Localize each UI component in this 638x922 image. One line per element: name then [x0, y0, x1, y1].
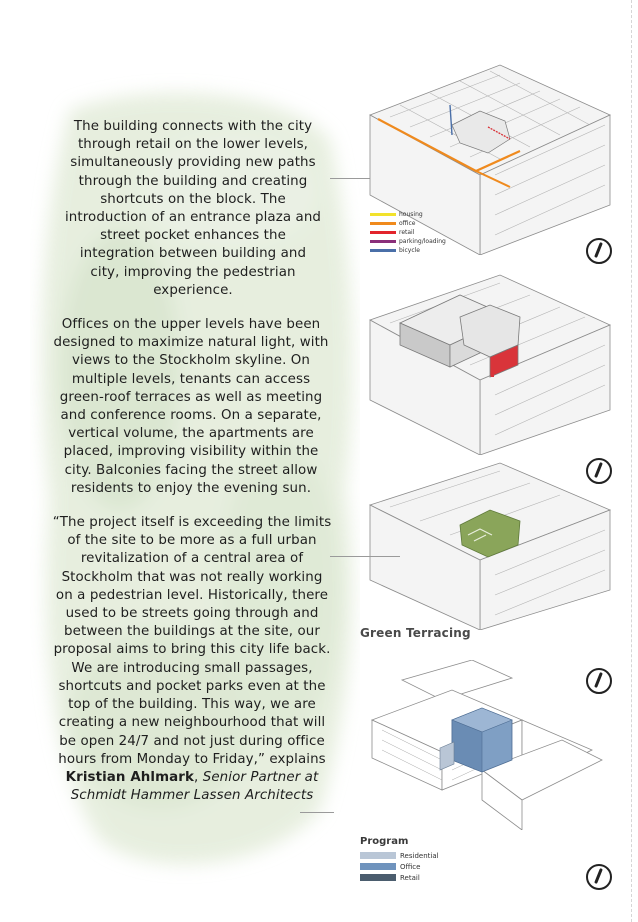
legend-swatch	[370, 240, 396, 243]
quote-author-name: Kristian Ahlmark	[65, 769, 195, 785]
quote-text: “The project itself is exceeding the limits of the site to be more as a full urban revitalization of a central area of Stockholm that was not really working on a pedestrian level. Historically, there used to be streets going through and between the buildings at the site, our proposal aims to bring this city life back. We are introducing small passages, shortcuts and pocket parks even at the top of the building. This way, we are creating a new neighbourhood that will be open 24/7 and not just during office hours from Monday to Friday,” explains	[52, 515, 332, 767]
leader-line	[330, 178, 370, 179]
program-label: Office	[400, 862, 421, 871]
legend-swatch	[370, 222, 396, 225]
program-swatch	[360, 863, 396, 870]
legend-item	[370, 210, 446, 219]
diagram-program	[362, 660, 617, 830]
program-swatch	[360, 874, 396, 881]
leader-line	[300, 812, 334, 813]
program-item	[360, 861, 439, 872]
program-label: Retail	[400, 873, 420, 882]
path-legend	[370, 210, 446, 255]
legend-label: parking/loading	[399, 238, 446, 245]
green-terracing-label: Green Terracing	[360, 626, 471, 640]
paragraph-offices: Offices on the upper levels have been designed to maximize natural light, with views to the Stockholm skyline. On multiple levels, tenants can access green-roof terraces as well as meeting and conference rooms. On a separate, vertical volume, the apartments are placed, improving visibility within the city. Balconies facing the street allow residents to enjoy the evening sun.	[53, 317, 329, 496]
paragraph-retail-paths: The building connects with the city through retail on the lower levels, simultaneously providing new paths through the building and creating shortcuts on the block. The introduction of an entrance plaza and street pocket enhances the integration between building and city, improving the pedestrian experience.	[64, 119, 322, 298]
north-arrow-icon	[586, 238, 612, 264]
legend-swatch	[370, 249, 396, 252]
legend-label: housing	[399, 211, 423, 218]
legend-swatch	[370, 213, 396, 216]
legend-item	[370, 246, 446, 255]
legend-item	[370, 228, 446, 237]
leader-line	[330, 556, 400, 557]
legend-item	[370, 219, 446, 228]
legend-label: retail	[399, 229, 415, 236]
north-arrow-icon	[586, 864, 612, 890]
program-swatch	[360, 852, 396, 859]
page-edge	[630, 0, 632, 922]
quote-separator: ,	[194, 769, 199, 785]
program-title: Program	[360, 836, 409, 847]
legend-swatch	[370, 231, 396, 234]
paragraph-quote	[52, 514, 332, 805]
program-legend	[360, 836, 439, 883]
quote-author-role: Senior Partner at Schmidt Hammer Lassen Architects	[70, 769, 319, 804]
diagram-green-terracing	[360, 455, 620, 630]
program-label: Residential	[400, 851, 439, 860]
legend-label: office	[399, 220, 416, 227]
legend-label: bicycle	[399, 247, 420, 254]
article-text	[52, 118, 332, 821]
program-item	[360, 872, 439, 883]
program-item	[360, 850, 439, 861]
diagram-massing	[360, 265, 620, 455]
legend-item	[370, 237, 446, 246]
